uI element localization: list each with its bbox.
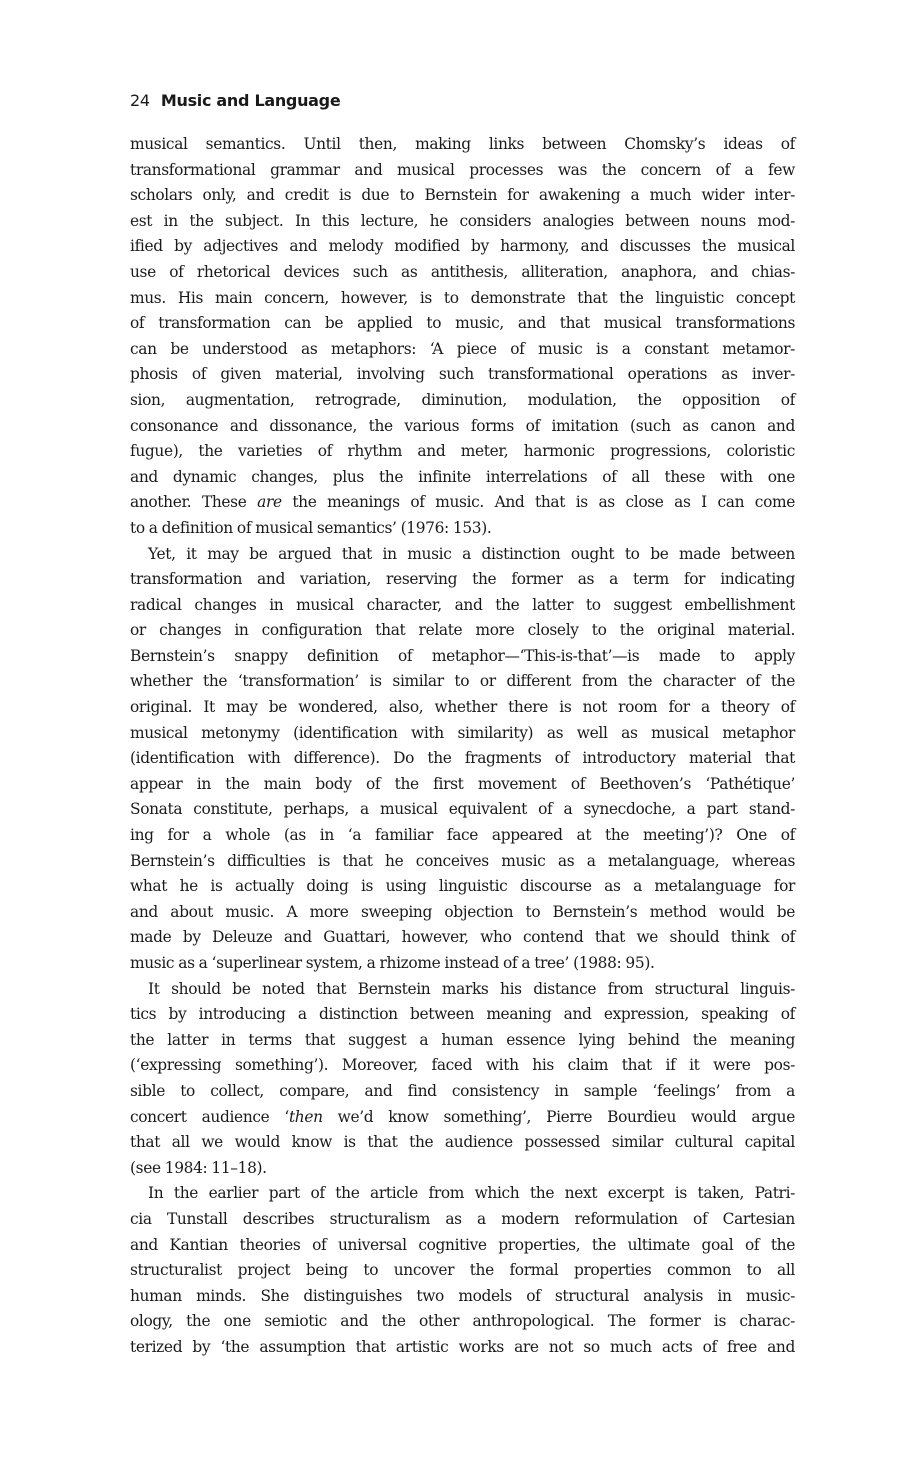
text-line: cia Tunstall describes structuralism as a modern reformulation of Cartesian (130, 1209, 795, 1228)
text-line: can be understood as metaphors: ‘A piece of music is a constant metamor- (130, 339, 795, 358)
book-page (130, 88, 795, 1361)
text-line: that all we would know is that the audience possessed similar cultural capital (130, 1133, 795, 1152)
emphasis: are (257, 493, 282, 512)
text-line: music as a ‘superlinear system, a rhizome instead of a tree’ (1988: 95). (130, 954, 655, 972)
text-line: sion, augmentation, retrograde, diminution, modulation, the opposition of (130, 390, 795, 409)
text-line: phosis of given material, involving such transformational operations as inver- (130, 365, 795, 384)
text-line: sible to collect, compare, and find consistency in sample ‘feelings’ from a (130, 1081, 795, 1100)
text-line: scholars only, and credit is due to Bernstein for awakening a much wider inter- (130, 186, 795, 205)
text-line: the latter in terms that suggest a human essence lying behind the meaning (130, 1030, 795, 1049)
text-line: radical changes in musical character, and the latter to suggest embellishment (130, 595, 795, 614)
text-line: of transformation can be applied to music, and that musical transformations (130, 314, 795, 333)
text-line: what he is actually doing is using linguistic discourse as a metalanguage for (130, 877, 795, 896)
text-line: made by Deleuze and Guattari, however, who contend that we should think of (130, 928, 795, 947)
text-line: ing for a whole (as in ‘a familiar face appeared at the meeting’)? One of (130, 826, 795, 845)
page-number: 24 (130, 91, 150, 110)
paragraph (130, 1181, 795, 1360)
text-line: ified by adjectives and melody modified by harmony, and discusses the musical (130, 237, 795, 256)
emphasis: then (288, 1107, 323, 1126)
paragraph (130, 977, 795, 1182)
text-line: original. It may be wondered, also, whether there is not room for a theory of (130, 698, 795, 717)
text-line: or changes in configuration that relate more closely to the original material. (130, 621, 795, 640)
text-line: transformation and variation, reserving the former as a term for indicating (130, 570, 795, 589)
text-line: concert audience ‘then we’d know something’, Pierre Bourdieu would argue (130, 1107, 795, 1126)
text-line: Sonata constitute, perhaps, a musical equivalent of a synecdoche, a part stand- (130, 800, 795, 819)
text-line: another. These are the meanings of music. And that is as close as I can come (130, 493, 795, 512)
body-text (130, 132, 795, 1361)
text-line: appear in the main body of the first movement of Beethoven’s ‘Pathétique’ (130, 774, 795, 793)
text-line: In the earlier part of the article from which the next excerpt is taken, Patri- (148, 1184, 795, 1203)
text-line: musical metonymy (identification with similarity) as well as musical metaphor (130, 723, 795, 742)
text-line: (see 1984: 11–18). (130, 1158, 267, 1177)
text-line: Yet, it may be argued that in music a distinction ought to be made between (148, 544, 795, 563)
text-line: consonance and dissonance, the various forms of imitation (such as canon and (130, 416, 795, 435)
running-title: Music and Language (160, 91, 341, 110)
text-line: est in the subject. In this lecture, he considers analogies between nouns mod- (130, 211, 795, 230)
text-line: structuralist project being to uncover the formal properties common to all (130, 1261, 795, 1280)
text-line: It should be noted that Bernstein marks his distance from structural linguis- (148, 979, 795, 998)
text-line: tics by introducing a distinction between meaning and expression, speaking of (130, 1005, 795, 1024)
text-line: Bernstein’s difficulties is that he conceives music as a metalanguage, whereas (130, 851, 795, 870)
text-line: ology, the one semiotic and the other anthropological. The former is charac- (130, 1312, 795, 1331)
text-line: mus. His main concern, however, is to demonstrate that the linguistic concept (130, 288, 795, 307)
text-line: use of rhetorical devices such as antithesis, alliteration, anaphora, and chias- (130, 262, 795, 281)
paragraph (130, 132, 795, 542)
paragraph (130, 542, 795, 977)
text-line: fugue), the varieties of rhythm and meter, harmonic progressions, coloristic (130, 442, 795, 461)
text-line: musical semantics. Until then, making links between Chomsky’s ideas of (130, 135, 795, 153)
text-line: and about music. A more sweeping objection to Bernstein’s method would be (130, 902, 795, 921)
text-line: human minds. She distinguishes two models of structural analysis in music- (130, 1286, 795, 1305)
text-line: and dynamic changes, plus the infinite interrelations of all these with one (130, 467, 795, 486)
text-line: transformational grammar and musical processes was the concern of a few (130, 160, 795, 179)
text-line: to a definition of musical semantics’ (1976: 153). (130, 518, 492, 537)
text-line: and Kantian theories of universal cognitive properties, the ultimate goal of the (130, 1235, 795, 1254)
text-line: (‘expressing something’). Moreover, faced with his claim that if it were pos- (130, 1056, 795, 1075)
running-head (130, 88, 795, 114)
text-line: (identification with difference). Do the fragments of introductory material that (130, 749, 795, 768)
text-line: whether the ‘transformation’ is similar to or different from the character of the (130, 672, 795, 691)
text-line: Bernstein’s snappy definition of metaphor—‘This-is-that’—is made to apply (130, 646, 795, 665)
text-line: terized by ‘the assumption that artistic works are not so much acts of free and (130, 1337, 795, 1356)
